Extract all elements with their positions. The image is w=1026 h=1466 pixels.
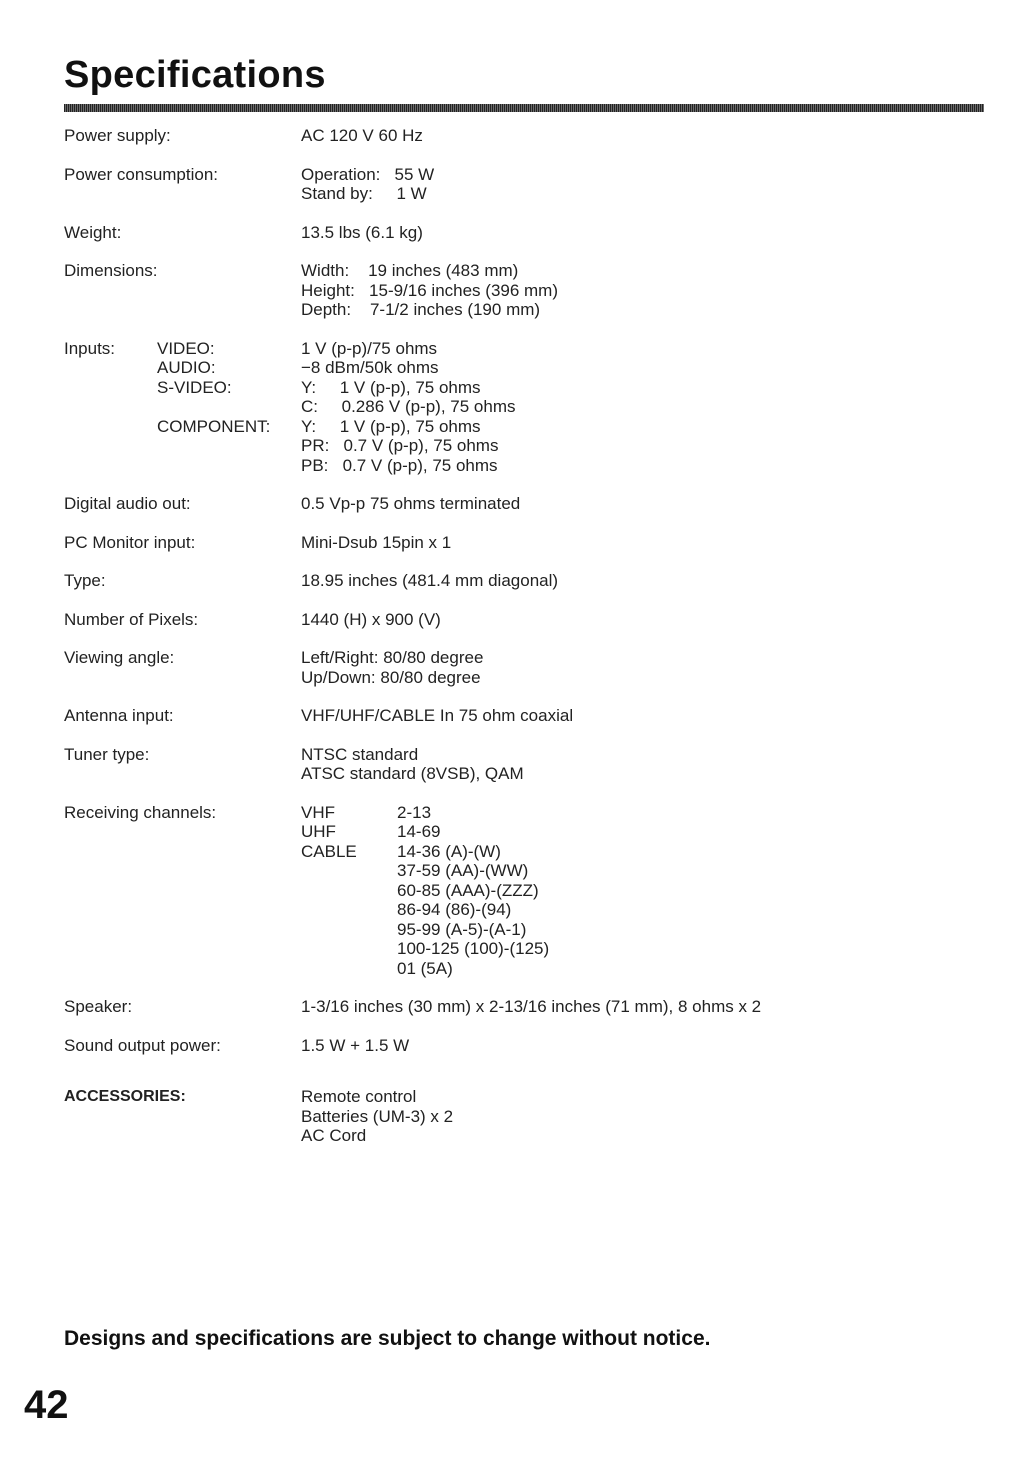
channel-row [301, 803, 984, 823]
specifications-list [64, 126, 984, 1165]
spec-line: Operation: 55 W [301, 164, 435, 184]
spec-row-pixels [64, 610, 984, 630]
channel-band [301, 920, 397, 940]
spec-label: Sound output power: [64, 1035, 221, 1055]
channel-row [301, 959, 984, 979]
input-audio-label: AUDIO: [157, 358, 216, 377]
spec-value [301, 1087, 984, 1146]
spec-row-power-consumption [64, 165, 984, 204]
spec-line: C: 0.286 V (p-p), 75 ohms [301, 397, 516, 416]
spec-value: 1.5 W + 1.5 W [301, 1035, 410, 1055]
channel-row [301, 842, 984, 862]
title-divider [64, 104, 984, 112]
channel-band [301, 881, 397, 901]
channel-range: 60-85 (AAA)-(ZZZ) [397, 880, 539, 900]
channel-row [301, 822, 984, 842]
channel-range: 86-94 (86)-(94) [397, 900, 512, 919]
channel-range: 100-125 (100)-(125) [397, 939, 550, 958]
spec-row-channels [64, 803, 984, 979]
input-svideo-label: S-VIDEO: [157, 377, 232, 397]
spec-value [301, 648, 984, 687]
spec-value: 1-3/16 inches (30 mm) x 2-13/16 inches (71 mm), 8 ohms x 2 [301, 997, 762, 1016]
spec-row-digital-audio [64, 494, 984, 514]
accessories-heading: ACCESSORIES: [64, 1088, 186, 1105]
channel-range: 01 (5A) [397, 958, 453, 978]
channel-band: VHF [301, 802, 335, 822]
spec-row-viewing-angle [64, 648, 984, 687]
spec-label: Receiving channels: [64, 802, 217, 822]
spec-line: PB: 0.7 V (p-p), 75 ohms [301, 455, 498, 475]
spec-line: −8 dBm/50k ohms [301, 358, 439, 377]
spec-value: 0.5 Vp-p 75 ohms terminated [301, 494, 521, 513]
spec-line: Batteries (UM-3) x 2 [301, 1106, 454, 1126]
spec-value [301, 261, 984, 320]
channel-range: 14-69 [397, 822, 441, 841]
input-component-label: COMPONENT: [157, 416, 271, 436]
spec-value: 1440 (H) x 900 (V) [301, 609, 441, 629]
spec-line: Height: 15-9/16 inches (396 mm) [301, 280, 559, 300]
channel-row [301, 939, 984, 959]
spec-row-power-supply [64, 126, 984, 146]
spec-label: Viewing angle: [64, 648, 175, 667]
spec-line: Remote control [301, 1087, 417, 1106]
spec-value: AC 120 V 60 Hz [301, 126, 423, 145]
spec-row-weight [64, 223, 984, 243]
page-title: Specifications [64, 54, 326, 96]
channel-table [301, 803, 984, 979]
spec-line: Depth: 7-1/2 inches (190 mm) [301, 300, 541, 319]
channel-band [301, 861, 397, 881]
spec-label-group [64, 339, 301, 476]
spec-row-sound-output [64, 1036, 984, 1056]
spec-row-speaker [64, 997, 984, 1017]
spec-line: ATSC standard (8VSB), QAM [301, 764, 524, 783]
spec-row-pc-monitor [64, 533, 984, 553]
spec-line: Y: 1 V (p-p), 75 ohms [301, 377, 481, 397]
spec-value: VHF/UHF/CABLE In 75 ohm coaxial [301, 706, 574, 725]
input-sublabels [157, 339, 270, 476]
spec-label: Weight: [64, 222, 122, 242]
spec-label: Power supply: [64, 126, 171, 145]
spec-line: 1 V (p-p)/75 ohms [301, 338, 438, 358]
spec-label: Inputs: [64, 338, 116, 358]
channel-row [301, 881, 984, 901]
change-notice: Designs and specifications are subject to change without notice. [64, 1327, 711, 1350]
channel-range: 2-13 [397, 802, 432, 822]
channel-band: UHF [301, 822, 336, 841]
channel-row [301, 920, 984, 940]
spec-line: AC Cord [301, 1126, 367, 1145]
spec-row-inputs [64, 339, 984, 476]
spec-line: Up/Down: 80/80 degree [301, 667, 481, 687]
spec-value: 13.5 lbs (6.1 kg) [301, 222, 423, 242]
spec-label: Tuner type: [64, 744, 150, 764]
spec-value: Mini-Dsub 15pin x 1 [301, 532, 452, 552]
channel-range: 37-59 (AA)-(WW) [397, 861, 529, 880]
spec-value [301, 165, 984, 204]
spec-line: Left/Right: 80/80 degree [301, 648, 484, 667]
spec-label: Speaker: [64, 997, 133, 1016]
spec-label: Antenna input: [64, 706, 174, 725]
channel-band [301, 959, 397, 979]
spec-line: Width: 19 inches (483 mm) [301, 261, 519, 280]
spec-row-dimensions [64, 261, 984, 320]
channel-row [301, 900, 984, 920]
spec-line: Stand by: 1 W [301, 184, 427, 203]
spec-label: Number of Pixels: [64, 609, 199, 629]
spec-line: NTSC standard [301, 744, 419, 764]
spec-label: PC Monitor input: [64, 532, 196, 552]
spec-line: Y: 1 V (p-p), 75 ohms [301, 416, 481, 436]
spec-value [301, 339, 984, 476]
channel-row [301, 861, 984, 881]
channel-band [301, 939, 397, 959]
spec-label: Dimensions: [64, 261, 158, 280]
spec-label: Digital audio out: [64, 494, 191, 513]
spec-label: Power consumption: [64, 164, 219, 184]
channel-band: CABLE [301, 841, 357, 861]
channel-range: 14-36 (A)-(W) [397, 841, 501, 861]
spec-label: Type: [64, 571, 106, 590]
channel-range: 95-99 (A-5)-(A-1) [397, 919, 527, 939]
spec-value: 18.95 inches (481.4 mm diagonal) [301, 571, 559, 590]
channel-band [301, 900, 397, 920]
page-number: 42 [24, 1383, 69, 1427]
spec-row-type [64, 571, 984, 591]
spec-row-antenna [64, 706, 984, 726]
spec-row-accessories [64, 1087, 984, 1146]
spec-row-tuner [64, 745, 984, 784]
spec-line: PR: 0.7 V (p-p), 75 ohms [301, 436, 499, 455]
spec-value [301, 745, 984, 784]
input-video-label: VIDEO: [157, 338, 215, 358]
